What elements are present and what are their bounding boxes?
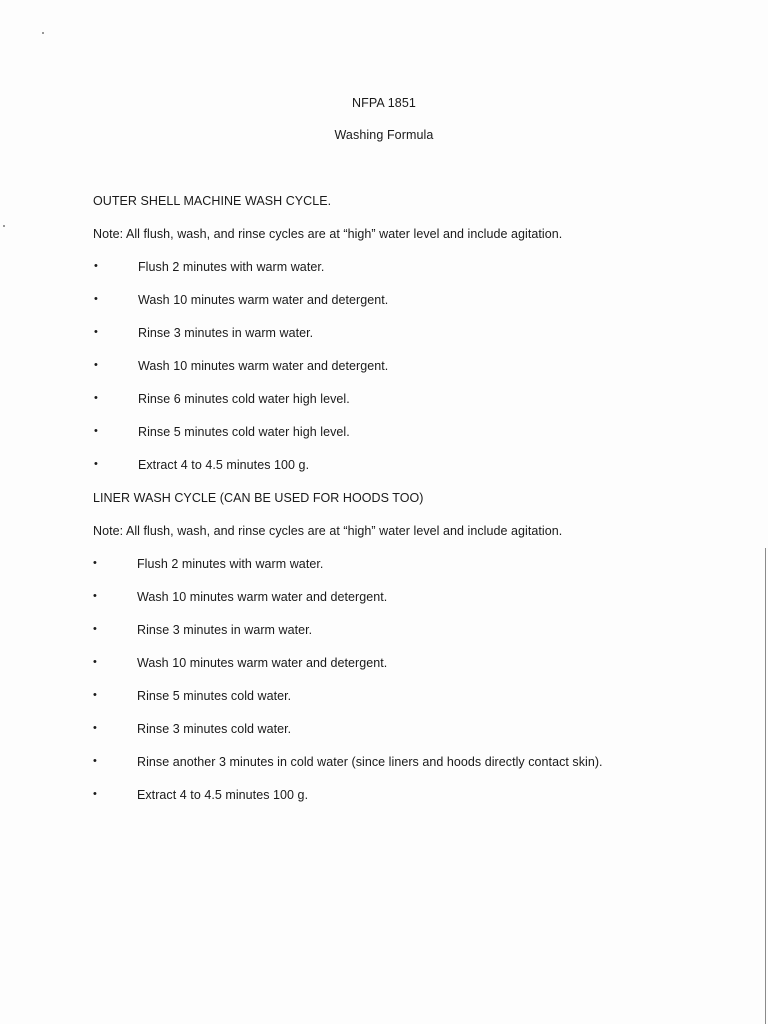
- wash-step: Extract 4 to 4.5 minutes 100 g.: [138, 458, 310, 472]
- bullet-marker: •: [93, 788, 97, 800]
- section-heading: LINER WASH CYCLE (CAN BE USED FOR HOODS TOO): [93, 491, 424, 505]
- wash-step: Rinse 3 minutes cold water.: [137, 722, 292, 736]
- wash-step: Wash 10 minutes warm water and detergent.: [137, 590, 388, 604]
- bullet-marker: •: [93, 755, 97, 767]
- bullet-marker: •: [93, 689, 97, 701]
- bullet-marker: •: [94, 425, 98, 437]
- wash-step: Extract 4 to 4.5 minutes 100 g.: [137, 788, 309, 802]
- section-note: Note: All flush, wash, and rinse cycles are at “high” water level and include agitation.: [93, 524, 563, 538]
- scan-edge-line: [765, 548, 766, 1024]
- wash-step: Wash 10 minutes warm water and detergent.: [138, 359, 389, 373]
- bullet-marker: •: [94, 458, 98, 470]
- scan-speck: [42, 32, 44, 34]
- wash-step: Rinse 3 minutes in warm water.: [138, 326, 314, 340]
- wash-step: Rinse 3 minutes in warm water.: [137, 623, 313, 637]
- document-title: NFPA 1851: [352, 96, 416, 110]
- bullet-marker: •: [93, 722, 97, 734]
- document-subtitle: Washing Formula: [334, 128, 434, 142]
- bullet-marker: •: [94, 293, 98, 305]
- wash-step: Rinse another 3 minutes in cold water (since liners and hoods directly contact skin).: [137, 755, 603, 769]
- bullet-marker: •: [93, 656, 97, 668]
- wash-step: Flush 2 minutes with warm water.: [137, 557, 324, 571]
- wash-step: Rinse 5 minutes cold water high level.: [138, 425, 350, 439]
- bullet-marker: •: [94, 359, 98, 371]
- bullet-marker: •: [94, 260, 98, 272]
- wash-step: Rinse 6 minutes cold water high level.: [138, 392, 350, 406]
- scan-speck: [3, 225, 5, 227]
- wash-step: Wash 10 minutes warm water and detergent.: [138, 293, 389, 307]
- bullet-marker: •: [93, 557, 97, 569]
- bullet-marker: •: [93, 623, 97, 635]
- bullet-marker: •: [94, 392, 98, 404]
- wash-step: Wash 10 minutes warm water and detergent.: [137, 656, 388, 670]
- bullet-marker: •: [93, 590, 97, 602]
- bullet-marker: •: [94, 326, 98, 338]
- wash-step: Rinse 5 minutes cold water.: [137, 689, 292, 703]
- section-heading: OUTER SHELL MACHINE WASH CYCLE.: [93, 194, 332, 208]
- wash-step: Flush 2 minutes with warm water.: [138, 260, 325, 274]
- section-note: Note: All flush, wash, and rinse cycles are at “high” water level and include agitation.: [93, 227, 563, 241]
